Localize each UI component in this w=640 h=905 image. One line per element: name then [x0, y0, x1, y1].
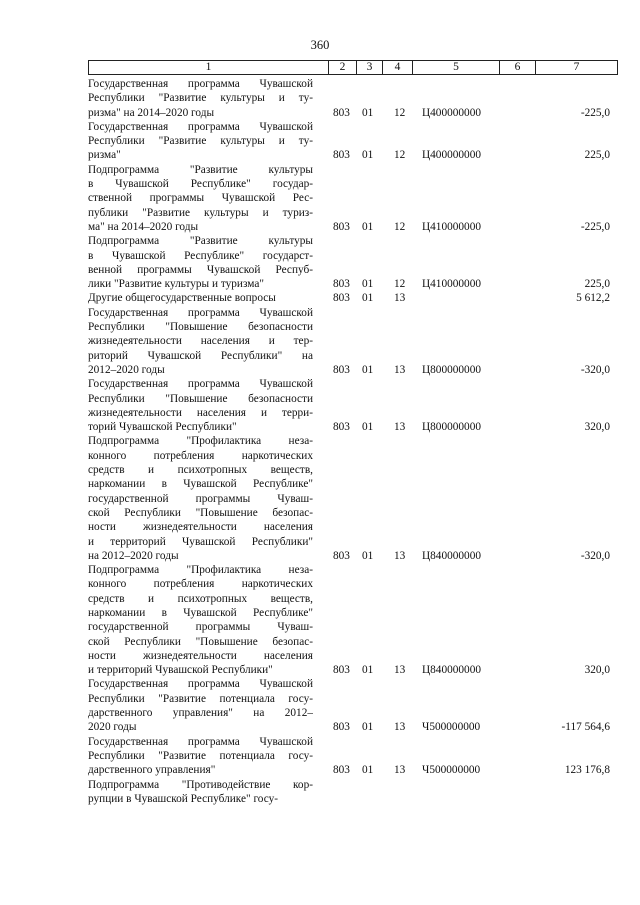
table-row — [88, 291, 618, 305]
amount: -225,0 — [580, 106, 610, 119]
description-line: ризма" на 2014–2020 годы — [88, 106, 215, 119]
code-gr: 803 — [333, 721, 350, 734]
description-line: жизнедеятельности населения и терри- — [88, 406, 313, 419]
description-line: Другие общегосударственные вопросы — [88, 292, 276, 305]
description-line: Подпрограмма "Профилактика неза- — [88, 564, 313, 577]
description-line: Государственная программа Чувашской — [88, 378, 313, 391]
description-line: в Чувашской Республике" государст- — [88, 249, 313, 262]
description-line: ности жизнедеятельности населения — [88, 649, 313, 662]
code-rz: 01 — [362, 292, 374, 305]
code-gr: 803 — [333, 292, 350, 305]
amount: -320,0 — [580, 363, 610, 376]
code-gr: 803 — [333, 421, 350, 434]
description-line: Подпрограмма "Противодействие кор- — [88, 778, 313, 791]
code-csr: Ц800000000 — [422, 363, 481, 376]
table-row — [88, 434, 618, 563]
description-line: ской Республики "Повышение безопас- — [88, 635, 313, 648]
amount: 320,0 — [584, 421, 610, 434]
description-line: ма" на 2014–2020 годы — [88, 220, 199, 233]
description-line: на 2012–2020 годы — [88, 549, 179, 562]
code-pr: 13 — [394, 363, 406, 376]
code-gr: 803 — [333, 549, 350, 562]
code-pr: 13 — [394, 764, 406, 777]
table-row — [88, 563, 618, 677]
code-gr: 803 — [333, 764, 350, 777]
table-row — [88, 778, 618, 807]
description-line: Республики "Развитие культуры и ту- — [88, 92, 313, 105]
amount: 225,0 — [584, 278, 610, 291]
table-row — [88, 306, 618, 377]
description-line: государственной программы Чуваш- — [88, 492, 313, 505]
row-description — [88, 377, 313, 434]
table-row — [88, 377, 618, 434]
table-row — [88, 163, 618, 234]
code-pr: 12 — [394, 106, 406, 119]
description-line: торий Чувашской Республики" — [88, 421, 237, 434]
row-description — [88, 77, 313, 120]
code-csr: Ч500000000 — [422, 764, 481, 777]
code-csr: Ц400000000 — [422, 106, 481, 119]
code-rz: 01 — [362, 721, 374, 734]
code-pr: 12 — [394, 278, 406, 291]
code-pr: 13 — [394, 421, 406, 434]
header-col-7: 7 — [573, 61, 580, 73]
code-csr: Ц410000000 — [422, 278, 481, 291]
header-col-5: 5 — [413, 61, 500, 74]
description-line: Республики "Развитие потенциала госу- — [88, 692, 313, 705]
description-line: средств и психотропных веществ, — [88, 464, 313, 477]
description-line: ственной программы Чувашской Рес- — [88, 192, 313, 205]
description-line: конного потребления наркотических — [88, 578, 313, 591]
header-col-2: 2 — [329, 61, 357, 74]
code-rz: 01 — [362, 363, 374, 376]
code-csr: Ц400000000 — [422, 149, 481, 162]
code-pr: 12 — [394, 149, 406, 162]
description-line: Государственная программа Чувашской — [88, 78, 313, 90]
description-line: Подпрограмма "Развитие культуры — [88, 235, 313, 248]
description-line: венной программы Чувашской Респуб- — [88, 263, 313, 276]
description-line: дарственного управления" — [88, 764, 216, 777]
code-csr: Ц840000000 — [422, 549, 481, 562]
table-header — [88, 60, 618, 75]
description-line: конного потребления наркотических — [88, 449, 313, 462]
code-gr: 803 — [333, 363, 350, 376]
code-rz: 01 — [362, 664, 374, 677]
description-line: лики "Развитие культуры и туризма" — [88, 278, 264, 291]
table-row — [88, 234, 618, 291]
table-row — [88, 677, 618, 734]
description-line: Подпрограмма "Развитие культуры — [88, 163, 313, 176]
description-line: ской Республики "Повышение безопас- — [88, 506, 313, 519]
description-line: Республики "Повышение безопасности — [88, 321, 313, 334]
header-col-1: 1 — [89, 61, 329, 74]
description-line: Государственная программа Чувашской — [88, 678, 313, 691]
description-line: средств и психотропных веществ, — [88, 592, 313, 605]
amount: -320,0 — [580, 549, 610, 562]
code-csr: Ц410000000 — [422, 220, 481, 233]
amount: -225,0 — [580, 220, 610, 233]
table-row — [88, 120, 618, 163]
table-row — [88, 77, 618, 120]
description-line: рупции в Чувашской Республике" госу- — [88, 792, 279, 805]
code-rz: 01 — [362, 421, 374, 434]
description-line: дарственного управления" на 2012– — [88, 707, 313, 720]
description-line: и территорий Чувашской Республики" — [88, 535, 313, 548]
code-pr: 12 — [394, 220, 406, 233]
description-line: Республики "Повышение безопасности — [88, 392, 313, 405]
amount: 320,0 — [584, 664, 610, 677]
description-line: Государственная программа Чувашской — [88, 120, 313, 133]
table-body — [88, 77, 618, 806]
description-line: наркомании в Чувашской Республике" — [88, 606, 313, 619]
code-gr: 803 — [333, 664, 350, 677]
header-col-3: 3 — [357, 61, 383, 74]
code-csr: Ч500000000 — [422, 721, 481, 734]
page-number: 360 — [310, 38, 330, 52]
row-description — [88, 735, 313, 778]
description-line: ности жизнедеятельности населения — [88, 521, 313, 534]
code-pr: 13 — [394, 664, 406, 677]
code-pr: 13 — [394, 721, 406, 734]
row-description — [88, 677, 313, 734]
code-pr: 13 — [394, 549, 406, 562]
code-rz: 01 — [362, 764, 374, 777]
amount: -117 564,6 — [561, 721, 610, 734]
code-csr: Ц800000000 — [422, 421, 481, 434]
amount: 225,0 — [584, 149, 610, 162]
amount: 5 612,2 — [576, 292, 610, 305]
description-line: жизнедеятельности населения и тер- — [88, 335, 313, 348]
header-col-4: 4 — [383, 61, 413, 74]
code-gr: 803 — [333, 220, 350, 233]
description-line: Подпрограмма "Профилактика неза- — [88, 435, 313, 448]
description-line: Государственная программа Чувашской — [88, 735, 313, 748]
code-rz: 01 — [362, 220, 374, 233]
row-description — [88, 563, 313, 677]
code-rz: 01 — [362, 106, 374, 119]
code-pr: 13 — [394, 292, 406, 305]
description-line: 2012–2020 годы — [88, 363, 165, 376]
description-line: Республики "Развитие потенциала госу- — [88, 749, 313, 762]
code-gr: 803 — [333, 106, 350, 119]
row-description — [88, 306, 313, 377]
description-line: наркомании в Чувашской Республике" — [88, 478, 313, 491]
row-description — [88, 291, 313, 305]
header-col-6: 6 — [500, 61, 536, 74]
row-description — [88, 163, 313, 234]
code-gr: 803 — [333, 278, 350, 291]
description-line: Государственная программа Чувашской — [88, 306, 313, 319]
description-line: в Чувашской Республике" государ- — [88, 178, 313, 191]
code-csr: Ц840000000 — [422, 664, 481, 677]
table-row — [88, 735, 618, 778]
description-line: государственной программы Чуваш- — [88, 621, 313, 634]
code-rz: 01 — [362, 549, 374, 562]
description-line: ризма" — [88, 149, 121, 162]
description-line: Республики "Развитие культуры и ту- — [88, 135, 313, 148]
code-rz: 01 — [362, 149, 374, 162]
code-rz: 01 — [362, 278, 374, 291]
row-description — [88, 778, 313, 807]
description-line: риторий Чувашской Республики" на — [88, 349, 313, 362]
row-description — [88, 234, 313, 291]
row-description — [88, 434, 313, 563]
code-gr: 803 — [333, 149, 350, 162]
description-line: публики "Развитие культуры и туриз- — [88, 206, 313, 219]
description-line: и территорий Чувашской Республики" — [88, 664, 273, 677]
amount: 123 176,8 — [564, 764, 610, 777]
description-line: 2020 годы — [88, 721, 137, 734]
row-description — [88, 120, 313, 163]
